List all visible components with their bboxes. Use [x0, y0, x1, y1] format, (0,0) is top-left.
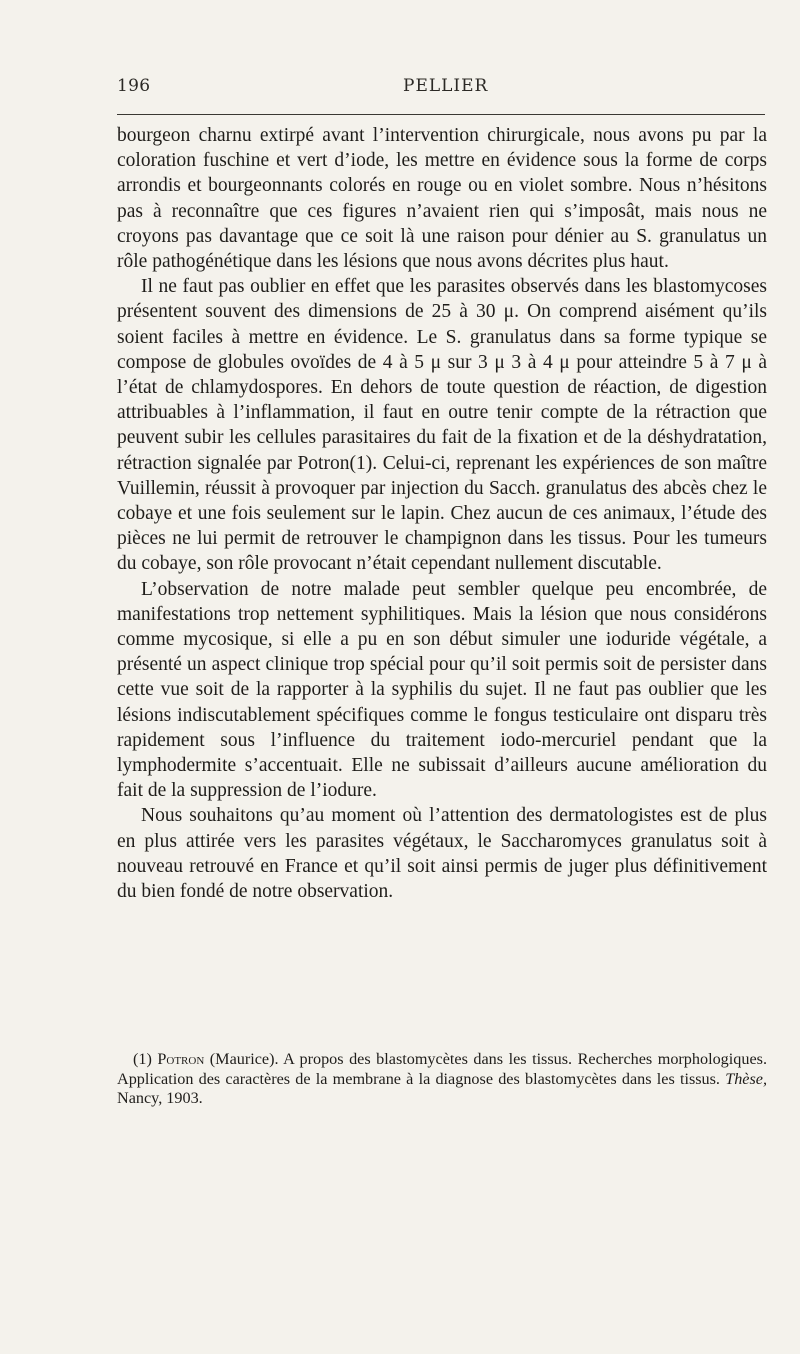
- footnote-title: Thèse,: [725, 1069, 767, 1088]
- footnote-text-after-title: Nancy, 1903.: [117, 1089, 203, 1108]
- footnote-marker: (1): [133, 1050, 152, 1068]
- footnotes: [117, 1050, 767, 1109]
- body-text: [117, 123, 767, 904]
- page-header: [117, 76, 767, 100]
- paragraph-conclusion: Nous souhaitons qu’au moment où l’attention des dermatologistes est de plus en plus attirée vers les parasites végétaux, le Saccharomyces granulatus soit à nouveau retrouvé en France et qu’il soit ainsi permis de juger plus définitivement du bien fondé de notre observation.: [117, 805, 767, 903]
- paragraph-parasite-dimensions: Il ne faut pas oublier en effet que les parasites observés dans les blastomycoses présentent souvent des dimensions de 25 à 30 μ. On comprend aisément qu’ils soient faciles à mettre en évidence. Le S. granulatus dans sa forme typique se compose de globules ovoïdes de 4 à 5 μ sur 3 μ 3 à 4 μ pour atteindre 5 à 7 μ à l’état de chlamydospores. En dehors de toute question de réaction, de digestion attribuables à l’inflammation, il faut en outre tenir compte de la rétraction que peuvent subir les cellules parasitaires du fait de la fixation et de la déshydratation, rétraction signalée par Potron(1). Celui-ci, reprenant les expériences de son maître Vuillemin, réussit à provoquer par injection du Sacch. granulatus des abcès chez le cobaye et une fois seulement sur le lapin. Chez aucun de ces animaux, l’étude des pièces ne lui permit de retrouver le champignon dans les tissus. Pour les tumeurs du cobaye, son rôle provocant n’était cependant nullement discutable.: [117, 276, 767, 575]
- footnote-text-before-title: (Maurice). A propos des blastomycètes dans les tissus. Recherches morphologiques. Application des caractères de la membrane à la diagnose des blastomycètes dans les tissus.: [117, 1050, 767, 1088]
- footnote-author: Potron: [157, 1050, 205, 1068]
- paragraph-patient-observation: L’observation de notre malade peut sembler quelque peu encombrée, de manifestations trop nettement syphilitiques. Mais la lésion que nous considérons comme mycosique, si elle a pu en son début simuler une ioduride végétale, a présenté un aspect clinique trop spécial pour qu’il soit permis soit de persister dans cette vue soit de la rapporter à la syphilis du sujet. Il ne faut pas oublier que les lésions indiscutablement spécifiques comme le fongus testiculaire ont disparu très rapidement sous l’influence du traitement iodo-mercuriel pendant que la lymphodermite s’accentuait. Elle ne subissait d’ailleurs aucune amélioration du fait de la suppression de l’iodure.: [117, 578, 767, 802]
- page-number: 196: [117, 76, 151, 96]
- header-rule: [117, 114, 765, 115]
- running-head: PELLIER: [403, 76, 489, 96]
- footnote-1: [117, 1050, 767, 1109]
- paragraph-continuation: bourgeon charnu extirpé avant l’intervention chirurgicale, nous avons pu par la coloration fuschine et vert d’iode, les mettre en évidence sous la forme de corps arrondis et bourgeonnants colorés en rouge ou en violet sombre. Nous n’hésitons pas à reconnaître que ces figures n’avaient rien qui s’imposât, mais nous ne croyons pas davantage que ce soit là une raison pour dénier au S. granulatus un rôle pathogénétique dans les lésions que nous avons décrites plus haut.: [117, 125, 767, 273]
